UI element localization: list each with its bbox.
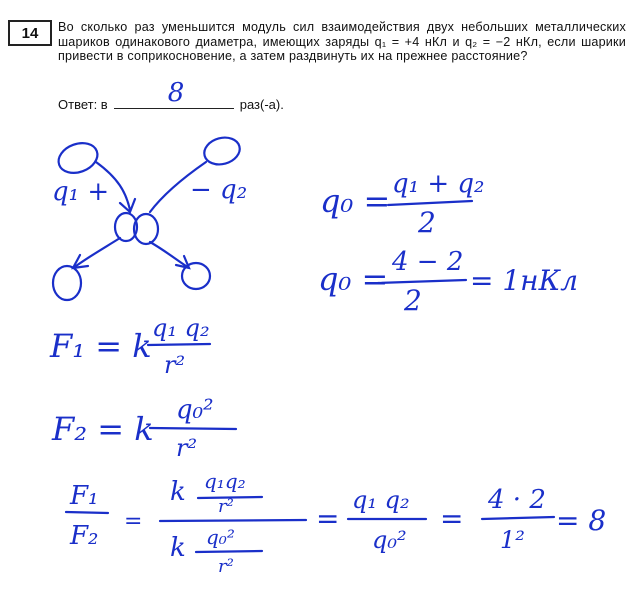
ratio-den-frac-num: q₀² bbox=[206, 525, 235, 549]
ratio-den-frac-den: r² bbox=[218, 556, 234, 577]
q0-formula-num: q₁ + q₂ bbox=[392, 169, 485, 199]
ratio-mid-num: q₁ q₂ bbox=[352, 486, 410, 514]
ratio-den-val: 1² bbox=[500, 526, 525, 554]
q0-value-lhs: q₀ = bbox=[318, 260, 389, 298]
answer-value: 8 bbox=[167, 78, 185, 108]
f1-lhs: F₁ = k bbox=[50, 327, 152, 365]
q0-value-num: 4 − 2 bbox=[392, 247, 464, 277]
q0-formula-lhs: q₀ = bbox=[320, 182, 391, 220]
ratio-f2: F₂ bbox=[70, 521, 99, 551]
ratio-result: = 8 bbox=[556, 504, 607, 537]
ball-q2-sketch bbox=[201, 134, 243, 168]
ratio-num-val: 4 · 2 bbox=[488, 485, 546, 515]
q0-value-den: 2 bbox=[404, 284, 422, 317]
answer-suffix: раз(-а). bbox=[239, 97, 284, 112]
f1-den: r² bbox=[164, 351, 186, 379]
ratio-eq3: = bbox=[440, 502, 464, 535]
task-number: 14 bbox=[8, 20, 52, 46]
label-q1: q₁ + bbox=[52, 177, 110, 207]
ratio-eq1: = bbox=[124, 509, 143, 534]
f2-lhs: F₂ = k bbox=[52, 410, 154, 448]
f2-num: q₀² bbox=[176, 395, 214, 425]
arrow-contact-to-left bbox=[76, 238, 120, 266]
q0-value-result: = 1нКл bbox=[470, 264, 579, 297]
ball-after-left-sketch bbox=[53, 266, 81, 300]
label-q2: − q₂ bbox=[190, 175, 248, 205]
ratio-num-frac-den: r² bbox=[218, 496, 234, 517]
ball-q1-sketch bbox=[54, 138, 101, 178]
ratio-f1: F₁ bbox=[70, 481, 99, 511]
f2-den: r² bbox=[176, 434, 198, 462]
task-statement: Во сколько раз уменьшится модуль сил взаимодействия двух небольших металлических шариков одинакового диаметра, имеющих заряды q₁ = +4 нКл и q₂ = −2 нКл, если шарики привести в соприкосновение, а затем раздвинуть их на прежнее расстояние? bbox=[58, 20, 626, 64]
f1-num: q₁ q₂ bbox=[152, 314, 210, 342]
q0-formula-den: 2 bbox=[418, 206, 436, 239]
ratio-mid-den: q₀² bbox=[372, 526, 407, 554]
ratio-eq2: = bbox=[316, 502, 340, 535]
ratio-num-k: k bbox=[170, 477, 186, 507]
ratio-den-k: k bbox=[170, 533, 186, 563]
arrow-contact-to-right bbox=[150, 242, 186, 266]
answer-prefix: Ответ: в bbox=[58, 97, 108, 112]
ratio-num-frac-num: q₁q₂ bbox=[204, 469, 246, 493]
